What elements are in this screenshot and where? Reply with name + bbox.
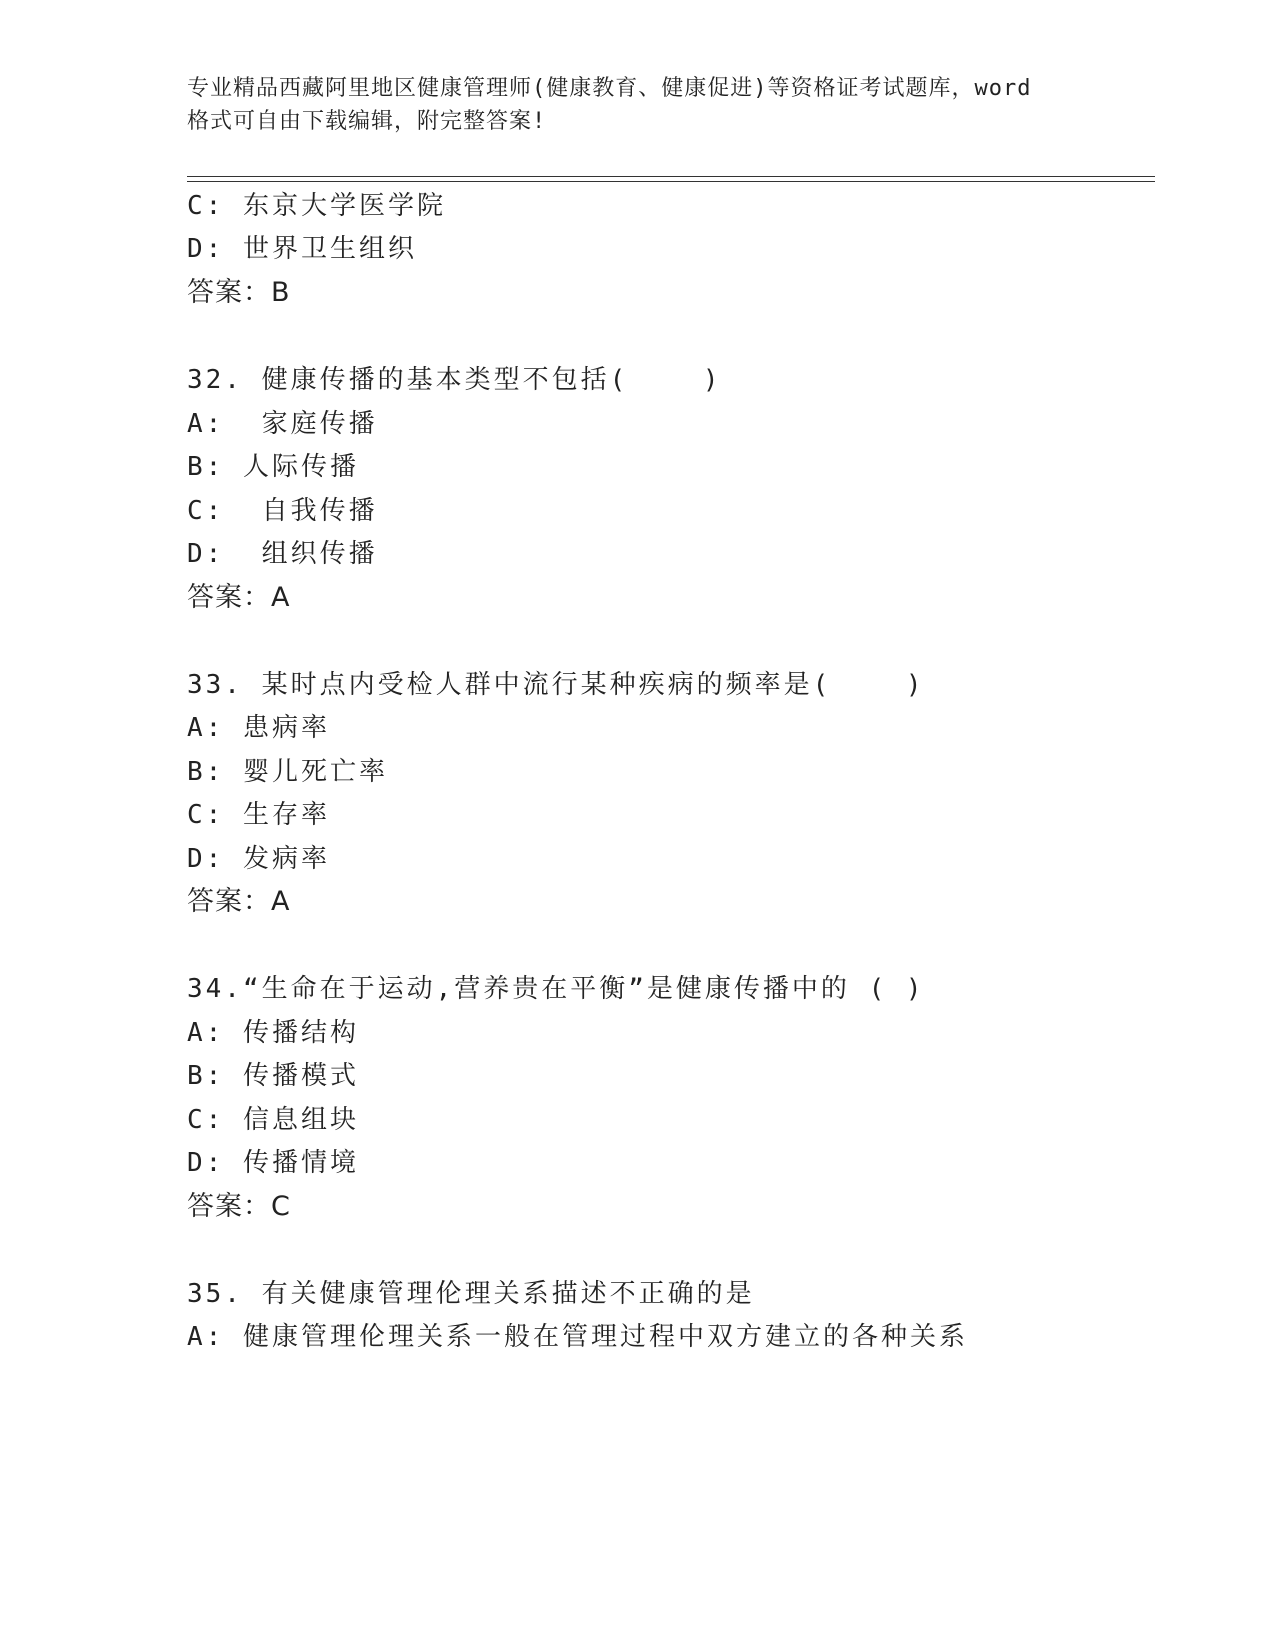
q31-option-c: C: 东京大学医学院 — [187, 191, 446, 221]
header-divider-bottom — [187, 181, 1155, 182]
q31-option-d: D: 世界卫生组织 — [187, 234, 417, 264]
q34-option-a: A: 传播结构 — [187, 1018, 359, 1048]
q33-answer: 答案：A — [187, 886, 291, 917]
q32-option-d: D: 组织传播 — [187, 539, 378, 569]
q33-option-b: B: 婴儿死亡率 — [187, 757, 388, 787]
q32-answer: 答案：A — [187, 582, 291, 613]
q33-question: 33. 某时点内受检人群中流行某种疾病的频率是( ) — [187, 670, 925, 700]
q34-option-c: C: 信息组块 — [187, 1105, 359, 1135]
q32-option-b: B: 人际传播 — [187, 452, 359, 482]
q35-question: 35. 有关健康管理伦理关系描述不正确的是 — [187, 1279, 755, 1309]
q32-option-a: A: 家庭传播 — [187, 409, 378, 439]
q32-question: 32. 健康传播的基本类型不包括( ) — [187, 365, 722, 395]
q33-option-a: A: 患病率 — [187, 713, 330, 743]
q34-option-d: D: 传播情境 — [187, 1148, 359, 1178]
q34-answer: 答案：C — [187, 1191, 291, 1222]
q31-answer: 答案：B — [187, 277, 291, 308]
q35-option-a: A: 健康管理伦理关系一般在管理过程中双方建立的各种关系 — [187, 1322, 968, 1352]
q33-option-d: D: 发病率 — [187, 844, 330, 874]
page-header — [187, 72, 1087, 138]
header-line-1: 专业精品西藏阿里地区健康管理师(健康教育、健康促进)等资格证考试题库，word — [187, 76, 1032, 101]
q33-option-c: C: 生存率 — [187, 800, 330, 830]
header-line-2: 格式可自由下载编辑，附完整答案! — [187, 109, 547, 134]
q32-option-c: C: 自我传播 — [187, 496, 378, 526]
q34-question: 34.“生命在于运动,营养贵在平衡”是健康传播中的 ( ) — [187, 974, 925, 1004]
q34-option-b: B: 传播模式 — [187, 1061, 359, 1091]
header-divider-top — [187, 176, 1155, 177]
